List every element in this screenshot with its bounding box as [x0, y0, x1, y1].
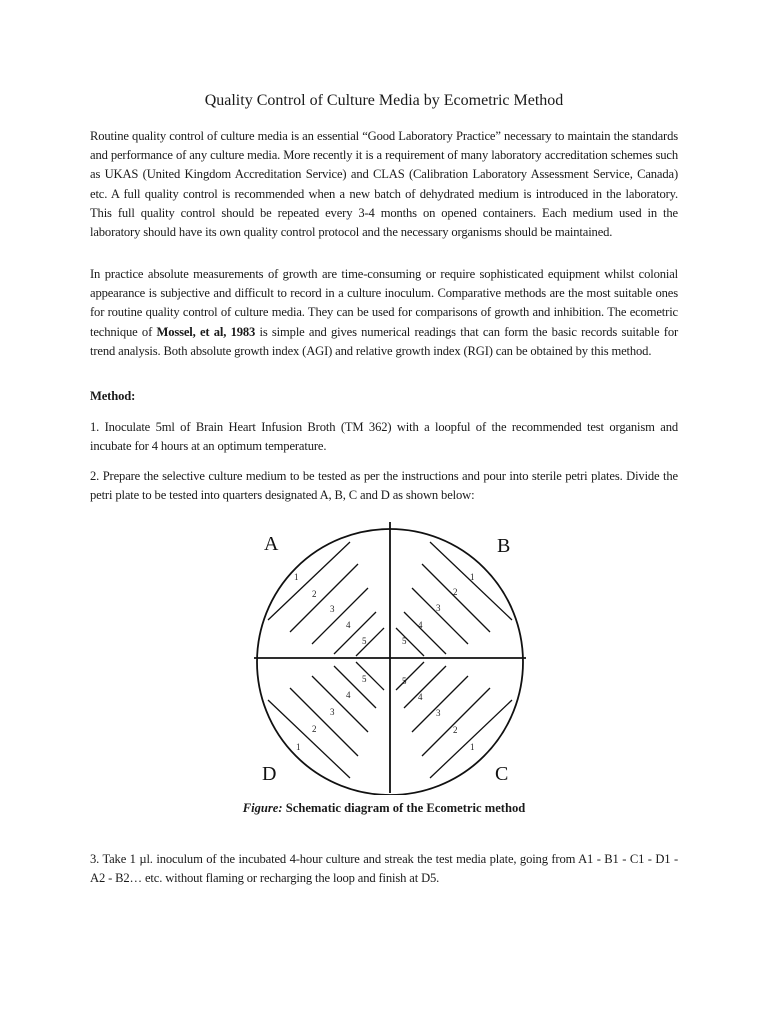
step-3: 3. Take 1 µl. inoculum of the incubated 4-hour culture and streak the test media plate, going from A1 - B1 - C1 - D1 - A2 - B2… etc. without flaming or recharging the loop and finish at D5. [90, 852, 678, 886]
streak-number-c3: 3 [436, 708, 441, 718]
quadrant-c-streaks [396, 662, 512, 778]
streak-number-b1: 1 [470, 572, 475, 582]
streak-number-a2: 2 [312, 589, 317, 599]
streak-number-d2: 2 [312, 724, 317, 734]
streak-number-a1: 1 [294, 572, 299, 582]
intro-paragraph: Routine quality control of culture media is an essential “Good Laboratory Practice” necessary to maintain the standards and performance of any culture media. More recently it is a requirement of many laboratory accreditation schemes such as UKAS (United Kingdom Accreditation Service) and CLAS (Calibration Laboratory Assessment Service, Canada) etc. A full quality control is recommended when a new batch of dehydrated medium is introduced in the laboratory. This full quality control should be repeated every 3-4 months on opened containers. Each medium used in the laboratory should have its own quality control protocol and the necessary organisms should be maintained. [90, 129, 678, 240]
streak-number-c4: 4 [418, 692, 423, 702]
step-2: 2. Prepare the selective culture medium to be tested as per the instructions and pour into sterile petri plates. Divide the petri plate to be tested into quarters designated A, B, C and D as shown below: [90, 469, 678, 503]
quadrant-d-streaks [268, 662, 384, 778]
document-title: Quality Control of Culture Media by Ecometric Method [204, 92, 564, 109]
streak-number-a3: 3 [330, 604, 335, 614]
figure-caption [90, 799, 678, 817]
streak-number-c5: 5 [402, 676, 407, 686]
streak-number-c1: 1 [470, 742, 475, 752]
streak-number-d4: 4 [346, 690, 351, 700]
quadrant-label-b: B [497, 535, 511, 557]
streak-number-b5: 5 [402, 636, 407, 646]
quadrant-label-a: A [264, 533, 279, 555]
quadrant-label-d: D [262, 763, 277, 785]
practice-paragraph [90, 265, 678, 361]
quadrant-label-c: C [495, 763, 509, 785]
step-1: 1. Inoculate 5ml of Brain Heart Infusion Broth (TM 362) with a loopful of the recommended test organism and incubate for 4 hours at an optimum temperature. [90, 420, 678, 454]
ecometric-diagram [250, 520, 530, 795]
streak-number-d1: 1 [296, 742, 301, 752]
streak-number-d3: 3 [330, 707, 335, 717]
streak-number-a4: 4 [346, 620, 351, 630]
quadrant-b-streaks [396, 542, 512, 656]
streak-number-b2: 2 [453, 587, 458, 597]
method-heading: Method: [90, 389, 136, 403]
figure-caption-text: Schematic diagram of the Ecometric method [282, 801, 526, 815]
petri-plate-diagram [250, 520, 530, 795]
streak-number-b3: 3 [436, 603, 441, 613]
practice-text-end: is simple and gives numerical readings that can form the basic records suitable for trend analysis. Both absolute growth index (AGI) and relative growth index (RGI) can be obtained by this method. [90, 324, 679, 358]
streak-number-b4: 4 [418, 620, 423, 630]
citation-mossel: Mossel, et al, 1983 [156, 324, 256, 339]
quadrant-a-streaks [268, 542, 384, 656]
streak-number-d5: 5 [362, 674, 367, 684]
streak-number-c2: 2 [453, 725, 458, 735]
streak-number-a5: 5 [362, 636, 367, 646]
practice-text-start: In practice absolute measurements of growth are time-consuming or require sophisticated equipment whilst colonial appearance is subjective and difficult to record in a culture inoculum. Comparative methods are the most suitable ones for routine quality control of culture media. They can be used for comparisons of growth and inhibition. The ecometric technique of [90, 267, 678, 339]
figure-caption-label: Figure: [242, 801, 283, 815]
